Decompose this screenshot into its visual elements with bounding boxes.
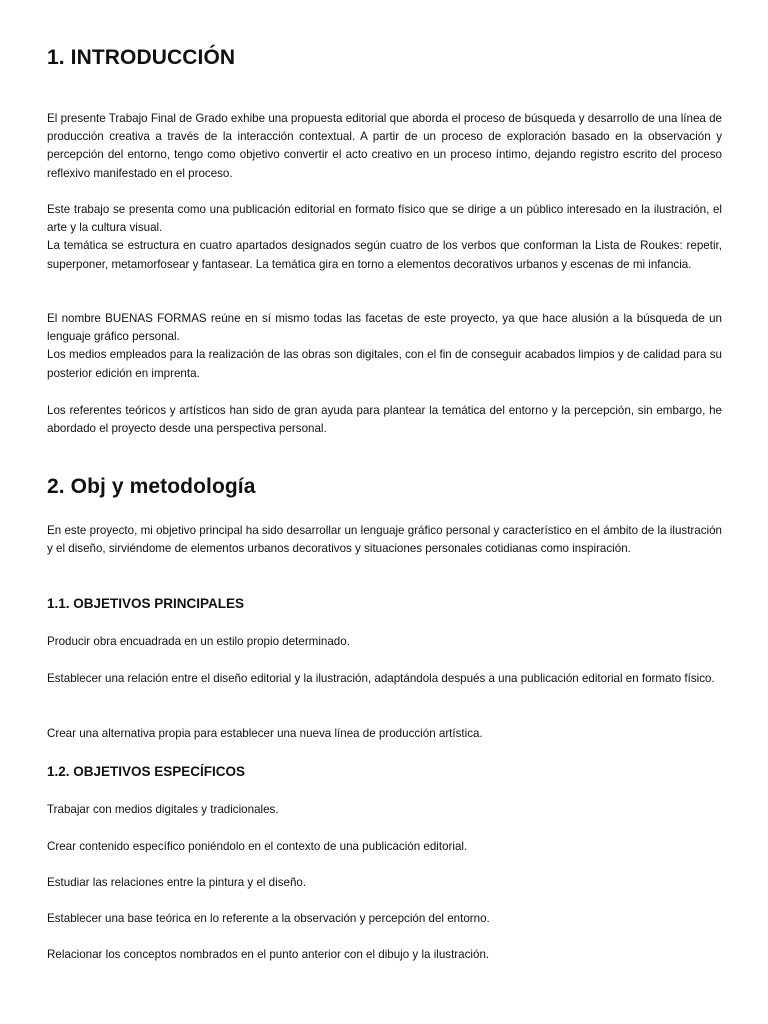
objetivos-intro-paragraph — [47, 522, 722, 558]
section-heading-introduccion: 1. INTRODUCCIÓN — [47, 46, 236, 69]
list-item: Estudiar las relaciones entre la pintura y el diseño. — [47, 876, 307, 889]
paragraph: La temática se estructura en cuatro apartados designados según cuatro de los verbos que conforman la Lista de Roukes: repetir, superponer, metamorfosear y fantasear. La temática gira en torno a elementos decorativos urbanos y escenas de mi infancia. — [47, 239, 722, 271]
list-item: Establecer una base teórica en lo referente a la observación y percepción del entorno. — [47, 912, 490, 925]
paragraph: En este proyecto, mi objetivo principal ha sido desarrollar un lenguaje gráfico personal y característico en el ámbito de la ilustración y el diseño, sirviéndome de elementos urbanos decorativos y situaciones personales cotidianas como inspiración. — [47, 524, 722, 556]
paragraph: Los medios empleados para la realización de las obras son digitales, con el fin de conseguir acabados limpios y de calidad para su posterior edición en imprenta. — [47, 348, 722, 380]
list-item: Relacionar los conceptos nombrados en el punto anterior con el dibujo y la ilustración. — [47, 948, 490, 961]
list-item: Establecer una relación entre el diseño editorial y la ilustración, adaptándola después a una publicación editorial en formato físico. — [47, 672, 715, 685]
list-item: Crear contenido específico poniéndolo en el contexto de una publicación editorial. — [47, 840, 468, 853]
paragraph: Este trabajo se presenta como una publicación editorial en formato físico que se dirige a un público interesado en la ilustración, el arte y la cultura visual. — [47, 203, 722, 235]
intro-paragraph-3 — [47, 310, 722, 383]
list-item: Crear una alternativa propia para establecer una nueva línea de producción artística. — [47, 727, 483, 740]
subheading-objetivos-principales: 1.1. OBJETIVOS PRINCIPALES — [47, 596, 245, 611]
intro-paragraph-1 — [47, 110, 722, 183]
list-item: Trabajar con medios digitales y tradicionales. — [47, 803, 279, 816]
intro-paragraph-4 — [47, 402, 722, 438]
subheading-objetivos-especificos: 1.2. OBJETIVOS ESPECÍFICOS — [47, 764, 246, 779]
paragraph: Los referentes teóricos y artísticos han sido de gran ayuda para plantear la temática del entorno y la percepción, sin embargo, he abordado el proyecto desde una perspectiva personal. — [47, 404, 722, 436]
list-item: Producir obra encuadrada en un estilo propio determinado. — [47, 635, 350, 648]
section-heading-objetivos: 2. Obj y metodología — [47, 475, 256, 498]
paragraph: El nombre BUENAS FORMAS reúne en sí mismo todas las facetas de este proyecto, ya que hace alusión a la búsqueda de un lenguaje gráfico personal. — [47, 312, 722, 344]
intro-paragraph-2 — [47, 201, 722, 274]
paragraph: El presente Trabajo Final de Grado exhibe una propuesta editorial que aborda el proceso de búsqueda y desarrollo de una línea de producción creativa a través de la interacción contextual. A partir de un proceso de exploración basado en la observación y percepción del entorno, tengo como objetivo convertir el acto creativo en un proceso íntimo, dejando registro escrito del proceso reflexivo manifestado en el proceso. — [47, 112, 722, 180]
